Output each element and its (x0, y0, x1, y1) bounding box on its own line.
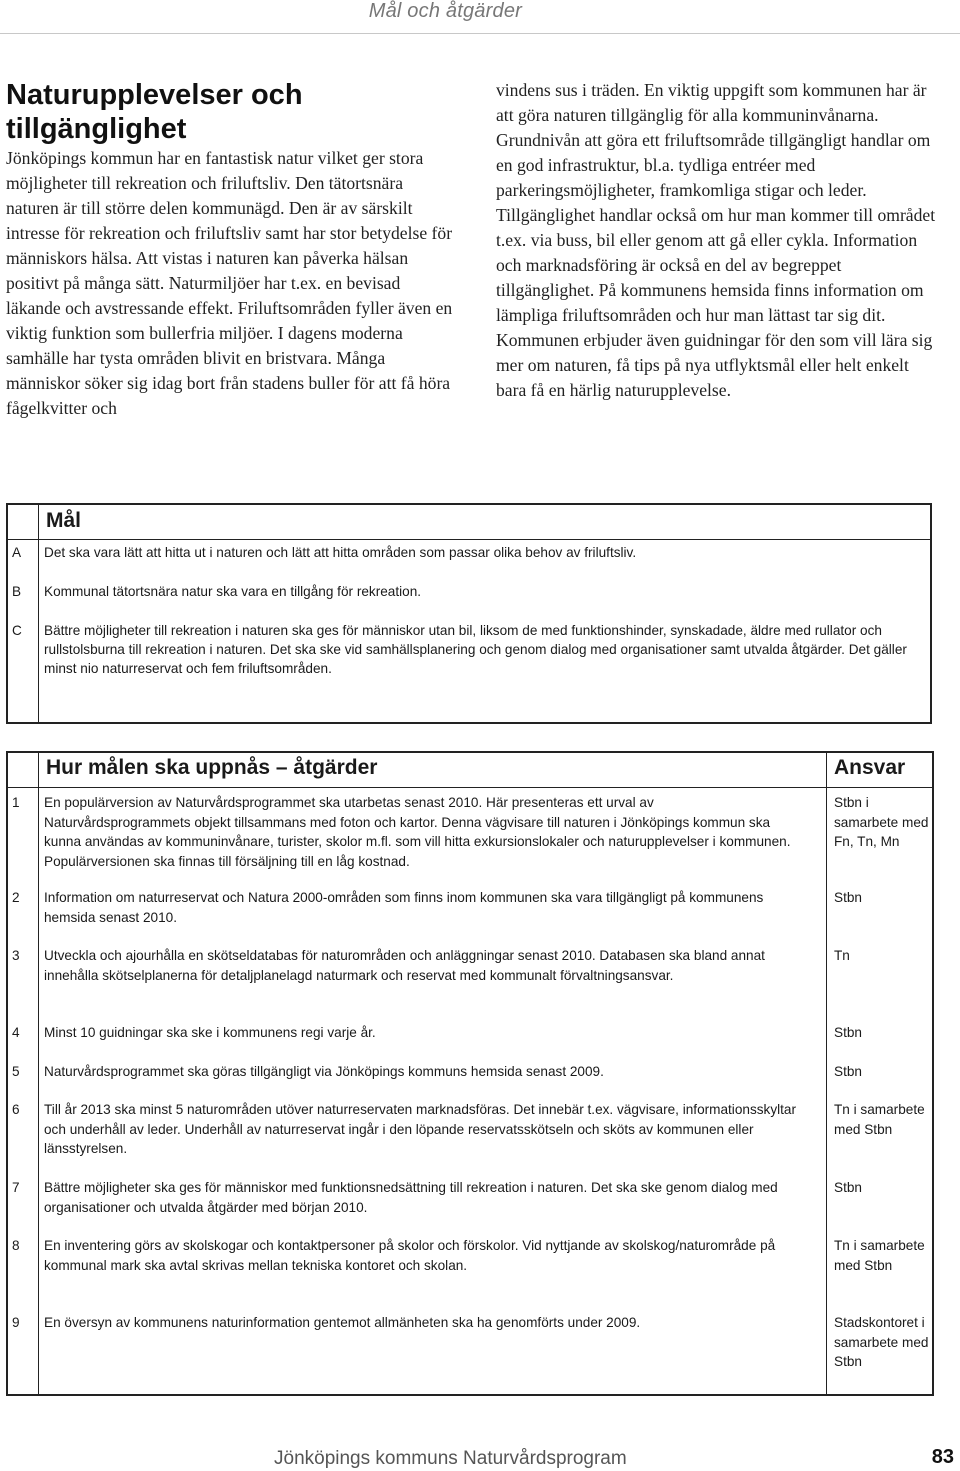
goals-heading: Mål (46, 509, 82, 532)
goal-letter: B (12, 584, 22, 599)
action-number: 7 (12, 1180, 20, 1195)
action-text: Till år 2013 ska minst 5 naturområden utöver naturreservaten marknadsföras. Det innebär t.ex. vägvisare, informationsskyltar och underhåll av leder. Underhåll av naturreservat ingår i den löpande reservatsskötseln och sköts av kommunen eller länsstyrelsen. (44, 1102, 797, 1156)
goal-text: Kommunal tätortsnära natur ska vara en tillgång för rekreation. (44, 584, 422, 599)
action-responsible: Tn i samarbete med Stbn (834, 1238, 925, 1273)
responsible-heading: Ansvar (834, 756, 906, 779)
action-responsible: Stbn (834, 890, 862, 905)
action-text: Bättre möjligheter ska ges för människor med funktionsnedsättning till rekreation i naturen. Det ska ske genom dialog med organisationer och utvalda åtgärder med början 2010. (44, 1180, 778, 1215)
left-column (6, 78, 456, 421)
action-number: 8 (12, 1238, 20, 1253)
action-text: Information om naturreservat och Natura 2000-områden som finns inom kommunen ska vara tillgängligt på kommunens hemsida senast 2010. (44, 890, 764, 925)
action-text: Minst 10 guidningar ska ske i kommunens regi varje år. (44, 1025, 376, 1040)
action-text: Utveckla och ajourhålla en skötseldatabas för naturområden och anläggningar senast 2010. Databasen ska bland annat innehålla skötselplanerna för detaljplanelagd naturmark och reservat med kommunalt förvaltningsansvar. (44, 948, 765, 983)
action-responsible: Stbn (834, 1025, 862, 1040)
action-number: 6 (12, 1102, 20, 1117)
body-paragraph-right: vindens sus i träden. En viktig uppgift som kommunen har är att göra naturen tillgänglig för alla kommuninvånarna. Grundnivån att göra ett friluftsområde tillgängligt handlar om en god infrastruktur, bl.a. tydliga entréer med parkeringsmöjligheter, framkomliga stigar och leder. Tillgänglighet handlar också om hur man kommer till området t.ex. via buss, bil eller genom att gå eller cykla. Information och marknadsföring är också en del av begreppet tillgänglighet. På kommunens hemsida finns information om lämpliga friluftsområden och hur man lättast tar sig dit. Kommunen erbjuder även guidningar för den som vill lära sig mer om naturen, få tips på nya utflyktsmål eller helt enkelt bara få en härlig naturupplevelse. (496, 80, 936, 400)
footer-publication-title: Jönköpings kommuns Naturvårdsprogram (274, 1448, 627, 1469)
goal-text: Det ska vara lätt att hitta ut i naturen och lätt att hitta områden som passar olika behov av friluftsliv. (44, 545, 637, 560)
action-responsible: Stbn i samarbete med Fn, Tn, Mn (834, 795, 929, 849)
page-number: 83 (931, 1446, 954, 1468)
section-title (6, 78, 456, 146)
actions-number-divider (38, 753, 39, 1394)
action-text: Naturvårdsprogrammet ska göras tillgängligt via Jönköpings kommuns hemsida senast 2009. (44, 1064, 604, 1079)
action-number: 5 (12, 1064, 20, 1079)
action-text: En översyn av kommunens naturinformation gentemot allmänheten ska ha genomförts under 2009. (44, 1315, 641, 1330)
action-number: 9 (12, 1315, 20, 1330)
right-column (496, 78, 941, 403)
goals-header-rule (8, 539, 930, 540)
action-text: En inventering görs av skolskogar och kontaktpersoner på skolor och förskolor. Vid nyttjande av skolskog/naturområde på kommunal mark ska avtal skrivas mellan tekniska kontoret och skolan. (44, 1238, 776, 1273)
action-responsible: Tn i samarbete med Stbn (834, 1102, 925, 1137)
header-rule (0, 33, 960, 34)
action-responsible: Stbn (834, 1064, 862, 1079)
action-number: 3 (12, 948, 20, 963)
actions-table (6, 751, 934, 1396)
goal-letter: C (12, 623, 22, 638)
action-number: 1 (12, 795, 20, 810)
running-header: Mål och åtgärder (368, 0, 522, 22)
goals-column-divider (38, 505, 39, 722)
goals-table (6, 503, 932, 724)
section-title-line1: Naturupplevelser och (6, 79, 303, 111)
goal-letter: A (12, 545, 22, 560)
action-number: 4 (12, 1025, 20, 1040)
actions-heading: Hur målen ska uppnås – åtgärder (46, 756, 378, 779)
action-responsible: Stbn (834, 1180, 862, 1195)
actions-responsible-divider (826, 753, 827, 1394)
action-number: 2 (12, 890, 20, 905)
body-paragraph-left: Jönköpings kommun har en fantastisk natur vilket ger stora möjligheter till rekreation och friluftsliv. Den tätortsnära naturen är till större delen kommunägd. Den är av särskilt intresse för rekreation och friluftsliv samt har stor betydelse för människors hälsa. Att vistas i naturen kan påverka hälsan positivt på många sätt. Naturmiljöer har t.ex. en bevisad läkande och avstressande effekt. Friluftsområden fyller även en viktig funktion som bullerfria miljöer. I dagens moderna samhälle har tysta områden blivit en bristvara. Många människor söker sig idag bort från stadens buller för att få höra fågelkvitter och (6, 148, 453, 418)
action-responsible: Stadskontoret i samarbete med Stbn (834, 1315, 929, 1369)
actions-header-rule (8, 787, 932, 788)
action-text: En populärversion av Naturvårdsprogrammet ska utarbetas senast 2010. Här presenteras ett urval av Naturvårdsprogrammets objekt tillsammans med foton och kartor. Denna vägvisare till naturen i Jönköpings kommun ska kunna användas av kommuninvånare, turister, skolor m.fl. som vill hitta exkursionslokaler och naturupplevelser i kommunen. Populärversionen ska finnas till försäljning till en låg kostnad. (44, 795, 791, 869)
goal-text: Bättre möjligheter till rekreation i naturen ska ges för människor utan bil, liksom de med funktionshinder, synskadade, äldre med rullator och rullstolsburna till rekreation i naturen. Det ska ske vid samhällsplanering och genom dialog med organisationer samt utvalda åtgärder. Det gäller minst nio naturreservat och fem friluftsområden. (44, 623, 907, 676)
action-responsible: Tn (834, 948, 850, 963)
section-title-line2: tillgänglighet (6, 113, 187, 145)
